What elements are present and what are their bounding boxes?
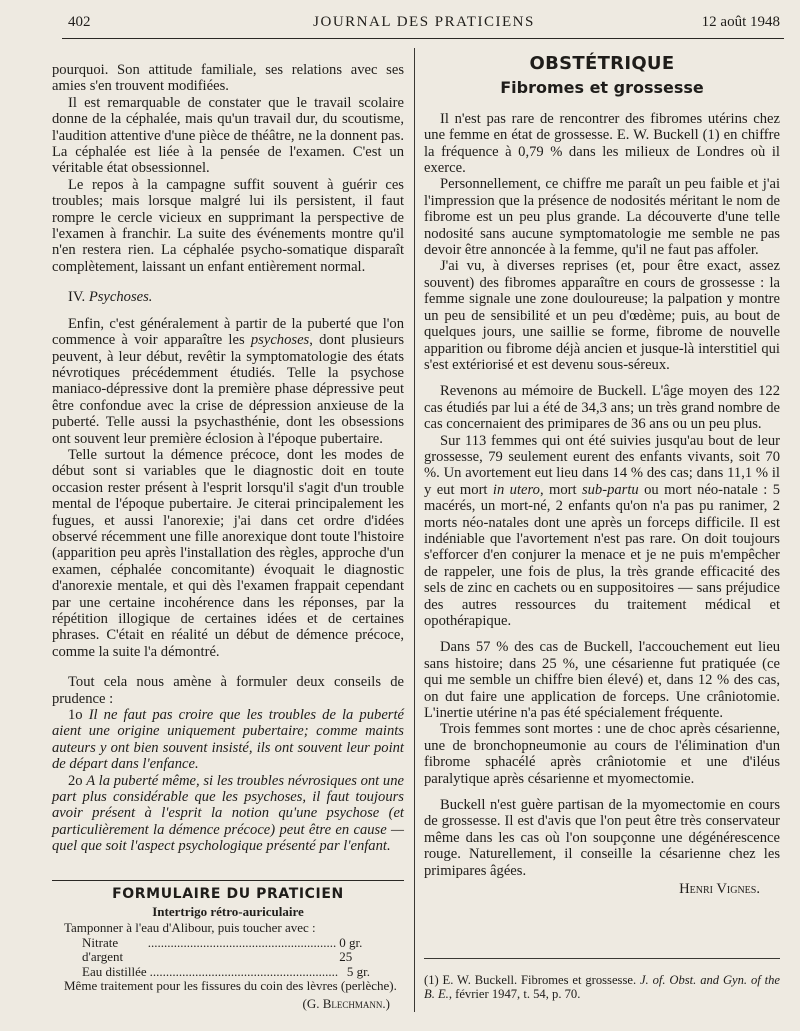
article-title: Fibromes et grossesse bbox=[500, 78, 704, 98]
page-header bbox=[68, 12, 780, 36]
column-divider bbox=[414, 48, 415, 1012]
formulaire-instruction: Tamponner à l'eau d'Alibour, puis toucher avec : bbox=[64, 920, 316, 935]
advice-1: 1o Il ne faut pas croire que les troubles de la puberté aient une origine uniquement pubertaire; comme maints auteurs y ont bien souvent insisté, ils ont souvent leur point de départ dans l'enfance. bbox=[52, 707, 405, 773]
left-column bbox=[52, 62, 404, 855]
paragraph: pourquoi. Son attitude familiale, ses relations avec ses amies s'en trouvent modifiées. bbox=[52, 62, 404, 95]
paragraph: Sur 113 femmes qui ont été suivies jusqu'au bout de leur grossesse, 79 seulement eurent des enfants vivants, soit 70 %. Un avortement eut lieu dans 14 % des cas; dans 11,1 % il y eut mort in utero, mort sub-partu ou mort néo-natale : 5 macérés, un mort-né, 2 enfants qu'on n'a pas pu ranimer, 2 morts néo-natales dont une après un forceps difficile. Il est indéniable que l'avortement n'est pas rare. On doit toujours s'efforcer d'en conjurer la menace et je ne puis m'empêcher de rappeler, une fois de plus, la très grande efficacité des sels de zinc en cachets ou en suppositoires — sans préjudice des autres ressources du traitement médical et opothérapique. bbox=[424, 432, 781, 629]
paragraph: J'ai vu, à diverses reprises (et, pour être exact, assez souvent) des fibromes apparaître en cours de grossesse : la femme signale une zone douloureuse; la palpation y montre un peu de sensibilité et un peu d'œdème; puis, au bout de quelques jours, une saillie se forme, fibrome de nouvelle apparition ou fibrome déjà ancien et jusque-là interstitiel qui s'est extériorisé et est devenu sous-séreux. bbox=[424, 258, 780, 373]
formulaire-note: Même traitement pour les fissures du coin des lèvres (perlèche). bbox=[64, 978, 397, 993]
formulaire-author: (G. Blechmann.) bbox=[302, 995, 390, 1011]
header-rule bbox=[62, 38, 784, 39]
paragraph: Il est remarquable de constater que le travail scolaire donne de la céphalée, mais qu'un travail dur, du scoutisme, l'audition attentive d'une pièce de théâtre, ne la donnent pas. La céphalée est liée à la pensée de l'examen. C'est un véritable état obsessionnel. bbox=[52, 94, 404, 177]
paragraph: Revenons au mémoire de Buckell. L'âge moyen des 122 cas étudiés par lui a été de 34,3 ans; un très grand nombre de cas concernaient des primipares de 36 ans ou un peu plus. bbox=[424, 383, 780, 433]
author-signature: Henri Vignes. bbox=[679, 881, 760, 898]
page-number: 402 bbox=[68, 14, 91, 30]
paragraph: Tout cela nous amène à formuler deux conseils de prudence : bbox=[52, 674, 404, 707]
prescription-item: Eau distillée .......................................................... 5 gr. bbox=[82, 963, 370, 979]
paragraph: Buckell n'est guère partisan de la myomectomie en cours de grossesse. Il est d'avis que l'on peut être très conservateur même dans les cas où l'on soupçonne une dégénérescence rouge. Naturellement, il conseille la césarienne chez les primipares âgées. bbox=[424, 797, 780, 879]
issue-date: 12 août 1948 bbox=[701, 14, 780, 30]
paragraph: Enfin, c'est généralement à partir de la puberté que l'on commence à voir apparaître les psychoses, dont plusieurs peuvent, à leur début, revêtir la symptomatologie des états névrotiques précédemment étudiés. Telle la psychose maniaco-dépressive dont la première phase dépressive peut être confondue avec la crise de dépression anxieuse de la puberté. Telle aussi la psychasthénie, dont les obsessions ont souvent leur première éclosion à l'époque pubertaire. bbox=[52, 315, 404, 447]
prescription-item: Nitrate d'argent .......................................................... 0 gr. 25 bbox=[82, 934, 363, 964]
formulaire-subtitle: Intertrigo rétro-auriculaire bbox=[152, 903, 304, 919]
footnote: (1) E. W. Buckell. Fibromes et grossesse. J. of. Obst. and Gyn. of the B. E., février 1947, t. 54, p. 70. bbox=[424, 958, 780, 1001]
advice-2: 2o A la puberté même, si les troubles névrosiques ont une part plus considérable que les psychoses, il faut toujours avoir présent à l'esprit la notion qu'une psychose (et particulièrement la démence précoce) peut être en cause — quel que soit l'aspect psychologique présenté par l'enfant. bbox=[52, 772, 404, 855]
paragraph: Il n'est pas rare de rencontrer des fibromes utérins chez une femme en état de grossesse. E. W. Buckell (1) en chiffre la fréquence à 0,79 % dans les milieux de Londres où il exerce. bbox=[424, 110, 780, 177]
formulaire-box bbox=[52, 880, 404, 1011]
paragraph: Telle surtout la démence précoce, dont les modes de début sont si variables que le diagnostic doit en toute occasion rester présent à l'esprit lorsqu'il s'agit d'un trouble mental de l'époque pubertaire. Je citerai principalement les fugues, et aussi l'anorexie; j'ai dans cet ordre d'idées observé récemment une fille anorexique dont toute l'histoire (apparition peu après l'installation des règles, approche d'un examen, céphalée concomitante) évoquait le diagnostic d'anorexie mentale, et qui dès l'examen frappait cependant par une certaine incohérence dans les réponses, par la répétition illogique de certaines idées et de certaines phrases. C'était en réalité un début de démence précoce, comme la suite l'a démontré. bbox=[52, 446, 404, 660]
paragraph: Dans 57 % des cas de Buckell, l'accouchement eut lieu sans histoire; dans 25 %, une césarienne fut pratiquée (ce qui me semble un chiffre bien élevé) et, dans 12 % des cas, on dut faire une application de forceps. Une crâniotomie. L'inertie utérine n'a pas été spécialement fréquente. bbox=[424, 639, 780, 722]
right-column bbox=[424, 53, 781, 898]
paragraph: Le repos à la campagne suffit souvent à guérir ces troubles; mais lorsque malgré lui ils persistent, il faut rompre le cercle vicieux en supprimant la perspective de l'examen à franchir. La suite des événements montre qu'il n'en restera rien. La céphalée psycho-somatique disparaît complètement, laissant un enfant entièrement normal. bbox=[52, 176, 404, 275]
section-title: OBSTÉTRIQUE bbox=[529, 53, 675, 74]
journal-title: JOURNAL DES PRATICIENS bbox=[313, 14, 535, 30]
section-heading-psychoses: IV. Psychoses. bbox=[68, 289, 153, 306]
paragraph: Trois femmes sont mortes : une de choc après césarienne, une de bronchopneumonie au cours de l'élimination d'un fibrome sphacélé après crâniotomie et une d'iléus paralytique après césarienne et myomectomie. bbox=[424, 721, 780, 787]
formulaire-title: FORMULAIRE DU PRATICIEN bbox=[112, 886, 344, 902]
paragraph: Personnellement, ce chiffre me paraît un peu faible et j'ai l'impression que la présence de nodosités méritant le nom de fibrome est un peu plus grande. La découverte d'une telle nodosité sans aucune symptomatologie me semble ne pas devoir être annoncée à la femme, qu'il ne faut pas affoler. bbox=[424, 176, 780, 259]
